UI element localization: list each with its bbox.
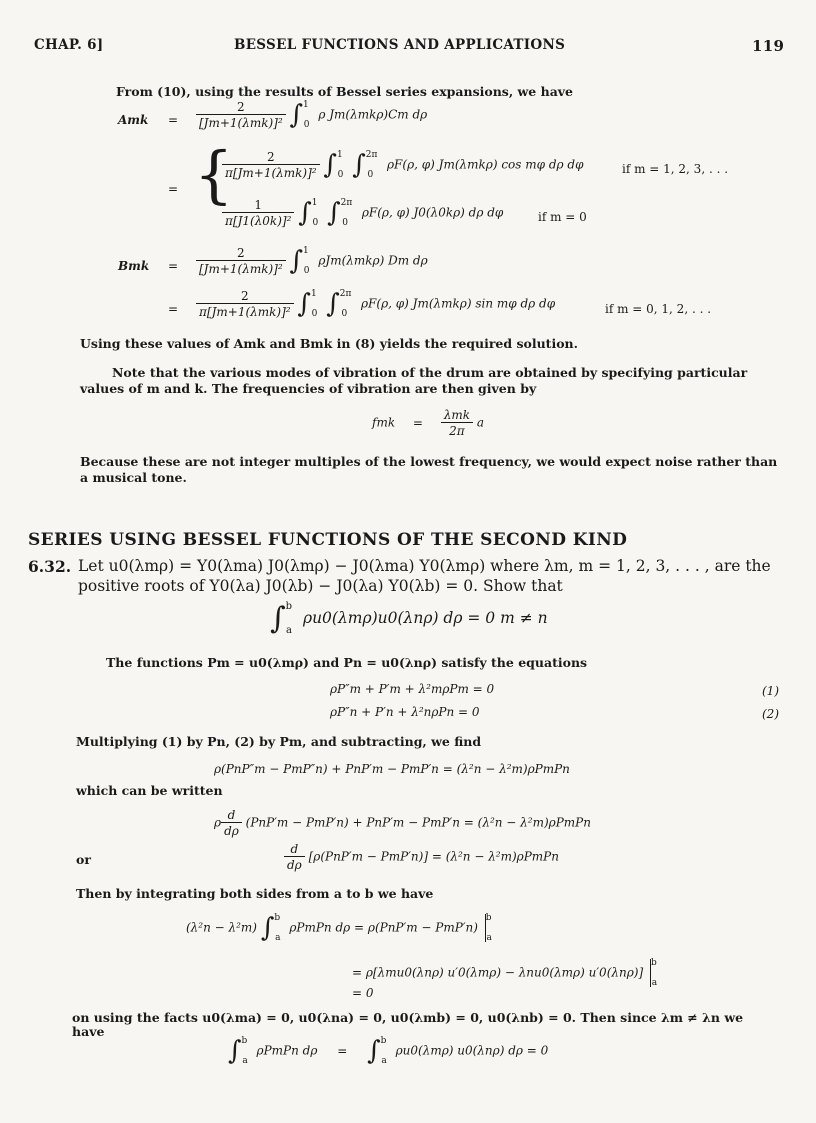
equals-sign: = (168, 182, 179, 196)
solution-or: or (76, 852, 91, 867)
B-lhs: Bmk (118, 259, 150, 273)
equation-3: ρ(PnP″m − PmP″n) + PnP′m − PmP′n = (λ²n − λ²m)ρPmPn (214, 762, 570, 776)
B-fraction: $\frac{2}{\text{[Jm+1(λmk)]²}}$ ∫$^1_0$ ρJm(λmkρ) Dm dρ (196, 246, 428, 276)
solution-line5: Then by integrating both sides from a to b we have (76, 886, 434, 901)
problem-statement: ∫$^b_a$ ρu0(λmρ)u0(λnρ) dρ = 0 m ≠ n (270, 601, 548, 636)
equation-7: = ρ[λmu0(λnρ) u′0(λmρ) − λnu0(λmρ) u′0(λnρ)] $^b_a$ (352, 957, 658, 988)
equation-1-number: (1) (762, 684, 779, 698)
paragraph-solution: Using these values of Amk and Bmk in (8) yields the required solution. (80, 336, 578, 351)
A-lhs: Amk (118, 113, 149, 127)
equation-6: (λ²n − λ²m) ∫$^b_a$ ρPmPn dρ = ρ(PnP′m − PmP′n) $^b_a$ (186, 912, 492, 943)
equation-9: ∫$^b_a$ ρPmPn dρ = ∫$^b_a$ ρu0(λmρ) u0(λnρ) dρ = 0 (228, 1035, 549, 1066)
solution-line2: Multiplying (1) by Pn, (2) by Pm, and subtracting, we find (76, 734, 482, 749)
solution-line3: which can be written (76, 783, 223, 798)
paragraph-modes-line2: values of m and k. The frequencies of vibration are then given by (80, 381, 537, 396)
A-case1: $\frac{2}{\text{π[Jm+1(λmk)]²}}$ ∫$^1_0$ ∫$^{2\pi}_0$ ρF(ρ, φ) Jm(λmkρ) cos mφ dρ dφ (222, 150, 583, 180)
equation-2: ρP″n + P′n + λ²nρPn = 0 (330, 705, 480, 719)
paragraph-tone-line1: Because these are not integer multiples of the lowest frequency, we would expect noise rather than (80, 454, 778, 469)
equation-2-number: (2) (762, 707, 779, 721)
equals-sign: = (168, 259, 179, 273)
B-expanded: $\frac{2}{\text{π[Jm+1(λmk)]²}}$ ∫$^1_0$ ∫$^{2\pi}_0$ ρF(ρ, φ) Jm(λmkρ) sin mφ dρ dφ (196, 289, 555, 319)
paragraph-modes-line1: Note that the various modes of vibration of the drum are obtained by specifying particular (112, 365, 748, 380)
equation-1: ρP″m + P′m + λ²mρPm = 0 (330, 682, 495, 696)
solution-line6b: have (72, 1024, 105, 1039)
B-condition: if m = 0, 1, 2, . . . (605, 302, 712, 316)
A-case1-condition: if m = 1, 2, 3, . . . (622, 162, 729, 176)
left-brace: { (194, 138, 234, 211)
solution-line6: on using the facts u0(λma) = 0, u0(λna) = 0, u0(λmb) = 0, u0(λnb) = 0. Then since λm ≠ λn we (72, 1010, 744, 1025)
running-title: BESSEL FUNCTIONS AND APPLICATIONS (234, 37, 566, 53)
problem-number: 6.32. (28, 557, 72, 576)
section-heading: SERIES USING BESSEL FUNCTIONS OF THE SECOND KIND (28, 530, 628, 550)
equation-8: = 0 (352, 986, 374, 1000)
A-fraction: $\frac{2}{\text{[Jm+1(λmk)]²}}$ ∫$^1_0$ ρ Jm(λmkρ)Cm dρ (196, 100, 427, 130)
problem-line2: positive roots of Y0(λa) J0(λb) − J0(λa) Y0(λb) = 0. Show that (78, 577, 563, 595)
A-case2-condition: if m = 0 (538, 210, 587, 224)
equation-5: $\frac{d}{d\rho}$ [ρ(PnP′m − PmP′n)] = (λ²n − λ²m)ρPmPn (284, 842, 559, 872)
frequency-formula: fmk = $\frac{\text{λmk}}{2\pi}$ a (372, 408, 485, 438)
intro-text: From (10), using the results of Bessel series expansions, we have (116, 84, 574, 99)
solution-line1: The functions Pm = u0(λmρ) and Pn = u0(λnρ) satisfy the equations (106, 655, 588, 670)
equation-4: ρ $\frac{d}{d\rho}$ (PnP′m − PmP′n) + PnP′m − PmP′n = (λ²n − λ²m)ρPmPn (214, 808, 591, 838)
equals-sign: = (168, 113, 179, 127)
problem-line1: Let u0(λmρ) = Y0(λma) J0(λmρ) − J0(λma) Y0(λmρ) where λm, m = 1, 2, 3, . . . , are the (78, 557, 771, 575)
equals-sign: = (168, 302, 179, 316)
chapter-label: CHAP. 6] (34, 37, 104, 53)
A-case2: $\frac{1}{\text{π[J1(λ0k)]²}}$ ∫$^1_0$ ∫$^{2\pi}_0$ ρF(ρ, φ) J0(λ0kρ) dρ dφ (222, 198, 503, 228)
page-number: 119 (752, 37, 785, 55)
paragraph-tone-line2: a musical tone. (80, 470, 187, 485)
